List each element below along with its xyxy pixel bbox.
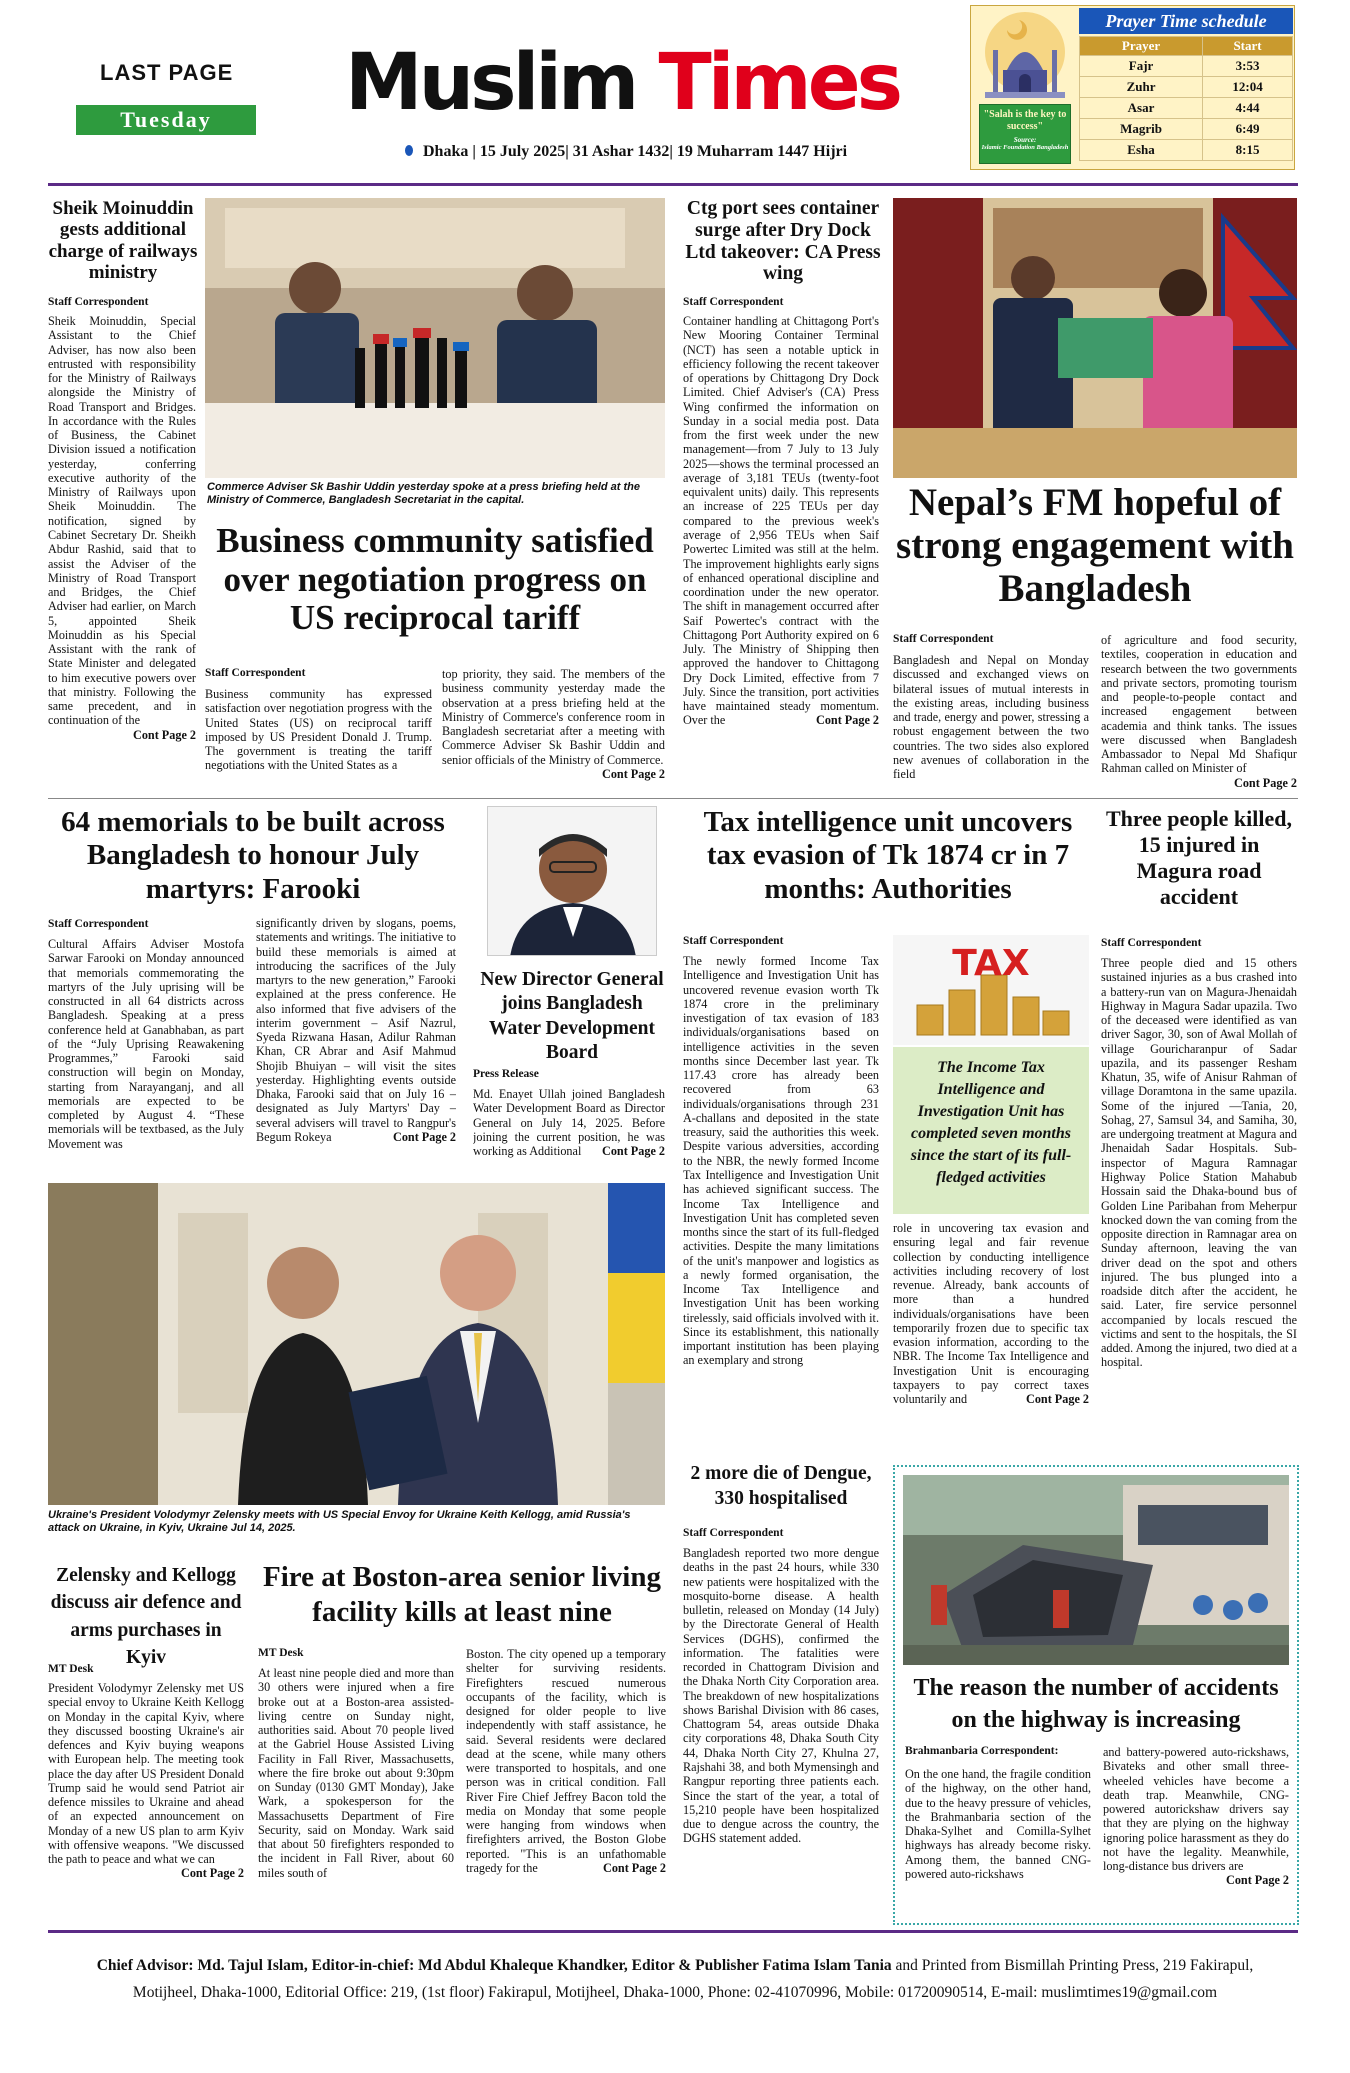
zelensky-kellogg-photo <box>48 1183 665 1505</box>
prayer-source: Islamic Foundation Bangladesh <box>981 144 1069 151</box>
prayer-col-name: Prayer <box>1080 37 1203 56</box>
tax-cont[interactable]: Cont Page 2 <box>1026 1392 1089 1407</box>
prayer-table <box>1079 36 1293 161</box>
zelensky-body <box>48 1681 244 1924</box>
memorials-body-col2 <box>256 916 456 1173</box>
memorials-cont[interactable]: Cont Page 2 <box>393 1129 456 1144</box>
prayer-col-start: Start <box>1203 37 1293 56</box>
footer-line-2: Motijheel, Dhaka-1000, Editorial Office: 219, (1st floor) Fakirapul, Motijheel, Dhaka-1000, Phone: 02-41070996, Mobile: 01720090514, E-mail: muslimtimes19@gmail.com <box>132 1984 1218 2002</box>
day-label: Tuesday <box>120 107 212 132</box>
ctg-body <box>683 314 879 792</box>
railways-text: Sheik Moinuddin, Special Assistant to the Chief Adviser, has now also been entrusted with responsibility for the Ministry of Railways alongside the Ministry of Road Transport and Bridges. In accordance with the Rules of Business, the Cabinet Division issued a notification yesterday, conferring executive authority of the Ministry of Railways upon Sheik Moinuddin. The notification, signed by Cabinet Secretary Dr. Sheikh Abdur Rashid, said that to assist the Adviser of the Ministry of Road Transport and Bridges, the Chief Adviser had earlier, on March 5, appointed Sheik Moinuddin as his Special Assistant with the rank of State Minister and delegated to him executive powers over that ministry. Following the same precedent, and in continuation of the <box>48 314 196 728</box>
day-badge <box>76 105 256 135</box>
masthead-title <box>345 38 965 128</box>
memorials-byline: Staff Correspondent <box>48 918 149 930</box>
dengue-body <box>683 1546 879 1922</box>
dateline-dot <box>405 145 413 156</box>
prayer-row <box>1080 56 1293 77</box>
memorials-headline: 64 memorials to be built across Bangladesh to honour July martyrs: Farooki <box>61 806 445 905</box>
boston-body-col1 <box>258 1666 454 1924</box>
tax-graphic-text: TAX <box>952 943 1030 984</box>
director-general-photo <box>487 806 657 956</box>
prayer-box <box>970 5 1295 170</box>
ctg-headline: Ctg port sees container surge after Dry Dock Ltd takeover: CA Press wing <box>685 198 881 285</box>
ctg-text: Container handling at Chittagong Port's New Mooring Container Terminal (NCT) has seen a notable uptick in efficiency following the recent takeover of operations by Chittagong Dry Dock Limited. Chief Adviser's (CA) Press Wing confirmed the information on Sunday in a social media post. Data from the first week under the new management—from 7 July to 13 July 2025—shows the terminal processed an average of 3,181 TEUs (twenty-foot equivalent units) daily. This represents an increase of 225 TEUs per day compared to the previous week's average of 2,956 TEUs when Saif Powertec Limited was still at the helm. The improvement highlights early signs of enhanced operational discipline and coordination under the new operator. The shift in management occurred after Saif Powertec's contract with the Chittagong Port Authority expired on 6 July. The Ministry of Shipping then approved the handover to Chittagong Dry Dock Limited, effective from 7 July. Since the transition, port activities have maintained steady momentum. Over the <box>683 314 879 728</box>
nepal-text-1: Bangladesh and Nepal on Monday discussed and exchanged views on bilateral issues of mutual interests in the existing areas, including business and trade, energy and power, stressing a robust engagement between the two countries. The two sides also explored new avenues of collaboration in the field <box>893 653 1089 782</box>
zelensky-byline: MT Desk <box>48 1663 94 1675</box>
memorials-text-1: Cultural Affairs Adviser Mostofa Sarwar Farooki on Monday announced that memorials commemorating the martyrs of the July uprising will be constructed in all 64 districts across Bangladesh. Speaking at a press conference held at Ganabhaban, as part of the “July Uprising Reawakening Programmes,” Farooki said construction will begin on Monday, starting from Narayanganj, and all memorials are expected to be completed by August 4. “These memorials will be textbased, as the July Movement was <box>48 937 244 1151</box>
tariff-text-2: top priority, they said. The members of the business community yesterday made the observation at a press briefing held at the Ministry of Commerce's conference room in Bangladesh secretariat after a meeting with Commerce Adviser Sk Bashir Uddin and senior officials of the Ministry of Commerce. <box>442 667 665 767</box>
nepal-text-2: of agriculture and food security, textiles, cooperation in education and research between the two governments and private sectors, promoting tourism and people-to-people contact and increased engagement between academia and think tanks. The issues were discussed when Bangladesh Ambassador to Nepal Md Shafiqur Rahman called on Minister of <box>1101 633 1297 776</box>
boston-body-col2 <box>466 1647 666 1924</box>
prayer-name: Esha <box>1080 140 1203 161</box>
tax-pullquote: The Income Tax Intelligence and Investigation Unit has completed seven months since the start of its full-fledged activities <box>910 1059 1072 1187</box>
prayer-source-label: Source: <box>1013 136 1037 144</box>
prayer-name: Magrib <box>1080 119 1203 140</box>
prayer-header-text: Prayer Time schedule <box>1105 11 1267 31</box>
prayer-time: 12:04 <box>1203 77 1293 98</box>
prayer-time: 4:44 <box>1203 98 1293 119</box>
prayer-header <box>1079 8 1293 34</box>
boston-byline: MT Desk <box>258 1647 304 1659</box>
magura-byline: Staff Correspondent <box>1101 937 1202 949</box>
boston-text-2: Boston. The city opened up a temporary shelter for surviving residents. Firefighters rescued numerous occupants of the facility, which is designed for older people to live independently with staff assistance, he said. Several residents were declared dead at the scene, while many others were transported to hospitals, and one person was in critical condition. Fall River Fire Chief Jeffrey Bacon told the media on Monday that some people were hanging from windows when firefighters arrived, the Boston Globe reported. "This is an unfathomable tragedy for the <box>466 1647 666 1875</box>
nepal-meeting-photo <box>893 198 1297 478</box>
railways-byline: Staff Correspondent <box>48 296 149 308</box>
boston-headline: Fire at Boston-area senior living facility kills at least nine <box>263 1561 661 1628</box>
railways-body <box>48 314 196 792</box>
nepal-cont[interactable]: Cont Page 2 <box>1234 775 1297 790</box>
water-byline: Press Release <box>473 1068 539 1080</box>
dateline-text: Dhaka | 15 July 2025| 31 Ashar 1432| 19 Muharram 1447 Hijri <box>423 143 848 160</box>
footer-line-1 <box>48 1952 1302 1979</box>
tariff-photo-caption: Commerce Adviser Sk Bashir Uddin yesterday spoke at a press briefing held at the Ministry of Commerce, Bangladesh Secretariat in the capital. <box>207 481 641 507</box>
prayer-time: 3:53 <box>1203 56 1293 77</box>
prayer-name: Fajr <box>1080 56 1203 77</box>
tariff-cont[interactable]: Cont Page 2 <box>602 766 665 781</box>
magura-text: Three people died and 15 others sustained injuries as a bus crashed into a battery-run van on Magura-Jhenaidah Highway in Magura Sadar upazila. Two of the deceased were identified as van driver Sagor, 30, son of Awal Mollah of village Gouricharanpur of Sadar upazila, and its passenger Resham Khatun, 35, wife of Anisur Rahman of village Doramtona in the same upazila. Some of the injured —Tania, 20, Sohag, 27, Samsul 34, and Samiha, 30, are undergoing treatment at Magura and Jhenaidah Sadar Hospitals. Sub-inspector of Magura Ramnagar Highway Police Station Mahabub Hossain said the Dhaka-bound bus of Golden Line Paribahan from Meherpur knocked down the van coming from the opposite direction in Ramnagar area on Sunday afternoon, leaving the van driver dead on the spot and others injured. The bus plunged into a roadside ditch after the accident, he said. Later, fire service personnel accompanied by locals rescued the victims and sent to the hospitals, the SI added. Among the injured, two died at a hospital. <box>1101 956 1297 1370</box>
accidents-text-2: and battery-powered auto-rickshaws, Bivateks and other small three-wheeled vehicles have become a death trap. Meanwhile, CNG-powered autorickshaw drivers say that they are plying on the highway ignoring police harassment as they do not have the legality. Meanwhile, long-distance bus drivers are <box>1103 1745 1289 1874</box>
footer-printer: and Printed from Bismillah Printing Press, 219 Fakirapul, <box>891 1957 1254 1974</box>
nepal-body-col1 <box>893 653 1089 793</box>
prayer-name: Asar <box>1080 98 1203 119</box>
accidents-body-col1 <box>905 1767 1091 1917</box>
tariff-body-col2 <box>442 667 665 793</box>
dengue-text: Bangladesh reported two more dengue deaths in the past 24 hours, while 330 new patients were hospitalized with the mosquito-borne disease. A health bulletin, released on Monday (14 July) by the Directorate General of Health Services (DGHS), confirmed the information. The fatalities were recorded in Chattogram Division and the Dhaka North City Corporation area. The breakdown of new hospitalizations shows Barishal Division with 86 cases, Chattogram 54, areas outside Dhaka city corporations 48, Dhaka South City 44, Dhaka North City 27, Khulna 27, Rajshahi 38, and both Mymensingh and Rangpur reporting three patients each. Since the start of the year, a total of 15,210 people have been hospitalized due to dengue across the country, the DGHS statement added. <box>683 1546 879 1846</box>
tariff-byline: Staff Correspondent <box>205 667 306 679</box>
nepal-byline: Staff Correspondent <box>893 633 994 645</box>
tariff-text-1: Business community has expressed satisfaction over negotiation progress with the United States (US) on reciprocal tariff imposed by US President Donald J. Trump. The government is treating the tariff negotiations with the United States as a <box>205 687 432 773</box>
water-text: Md. Enayet Ullah joined Bangladesh Water Development Board as Director General on July 14, 2025. Before joining the current position, he was working as Additional <box>473 1087 665 1159</box>
zelensky-text: President Volodymyr Zelensky met US special envoy to Ukraine Keith Kellogg on Monday in the capital Kyiv, where they discussed boosting Ukraine's air defences and Kyiv buying weapons with European help. The meeting took place the day after US President Donald Trump said he would send Patriot air defence missiles to Ukraine and ahead of an expected announcement on Monday of a new US plan to arm Kyiv with offensive weapons. "We discussed the path to peace and what we can <box>48 1681 244 1867</box>
water-body <box>473 1087 665 1173</box>
prayer-row <box>1080 119 1293 140</box>
tariff-body-col1 <box>205 687 432 793</box>
boston-text-1: At least nine people died and more than 30 others were injured when a fire broke out at a Boston-area assisted-living centre on Sunday night, authorities said. About 70 people lived at the Gabriel House Assisted Living Facility in Fall River, Massachusetts, where the fire broke out about 9:30pm on Sunday (0130 GMT Monday), Jake Wark, a spokesperson for the Massachusetts Department of Fire Security, said on Monday. Wark said that about 50 firefighters responded to the incident in Fall River, about 60 miles south of <box>258 1666 454 1880</box>
water-headline: New Director General joins Bangladesh Water Development Board <box>480 969 664 1064</box>
accidents-text-1: On the one hand, the fragile condition of the highway, on the other hand, due to the heavy pressure of vehicles, the Brahmanbaria section of the Dhaka-Sylhet and Comilla-Sylhet highways has already become risky. Among them, the banned CNG-powered auto-rickshaws <box>905 1767 1091 1881</box>
magura-body <box>1101 956 1297 1449</box>
memorials-body-col1 <box>48 937 244 1173</box>
tax-pullquote-box <box>893 1047 1089 1214</box>
section-rule <box>48 798 1298 799</box>
accidents-body-col2 <box>1103 1745 1289 1917</box>
railways-cont[interactable]: Cont Page 2 <box>133 727 196 742</box>
dateline <box>405 143 925 161</box>
press-briefing-photo <box>205 198 665 478</box>
tax-body-col1 <box>683 954 879 1449</box>
dengue-byline: Staff Correspondent <box>683 1527 784 1539</box>
ctg-cont[interactable]: Cont Page 2 <box>816 713 879 728</box>
footer-editors: Chief Advisor: Md. Tajul Islam, Editor-in-chief: Md Abdul Khaleque Khandker, Editor & Publisher Fatima Islam Tania <box>96 1957 892 1974</box>
prayer-row <box>1080 77 1293 98</box>
accidents-cont[interactable]: Cont Page 2 <box>1226 1873 1289 1888</box>
tax-body-col2 <box>893 1221 1089 1449</box>
footer-imprint <box>48 1952 1302 2006</box>
tax-text-1: The newly formed Income Tax Intelligence and Investigation Unit has uncovered revenue evasion worth Tk 1874 crore in the preliminary investigation of tax evasion of 183 individuals/organisations based on intelligence activities in the seven months since December last year. Tk 117.43 crore has already been recovered from 63 individuals/organisations through 231 A-challans and deposited in the state treasury, said the authorities this week. Despite various adversities, according to the NBR, the newly formed Income Tax Intelligence and Investigation Unit has achieved significant success. The Income Tax Intelligence and Investigation Unit has completed seven months since the start of its full-fledged activities. Despite the many limitations of the unit's manpower and logistics as a newly formed organisation, the Income Tax Intelligence and Investigation Unit has been working tirelessly, said officials involved with it. Since its establishment, this nationally important institution has been playing an exemplary and strong <box>683 954 879 1368</box>
prayer-row <box>1080 140 1293 161</box>
magura-headline: Three people killed, 15 injured in Magura road accident <box>1106 806 1292 909</box>
prayer-quote-box <box>979 104 1071 164</box>
prayer-time: 6:49 <box>1203 119 1293 140</box>
accidents-headline: The reason the number of accidents on the highway is increasing <box>913 1675 1279 1734</box>
ukraine-photo-caption: Ukraine's President Volodymyr Zelensky meets with US Special Envoy for Ukraine Keith Kellogg, amid Russia's attack on Ukraine, in Kyiv, Ukraine Jul 14, 2025. <box>48 1509 631 1535</box>
last-page-label: LAST PAGE <box>100 60 234 85</box>
accidents-byline: Brahmanbaria Correspondent: <box>905 1745 1059 1757</box>
ctg-byline: Staff Correspondent <box>683 296 784 308</box>
tariff-headline: Business community satisfied over negotiation progress on US reciprocal tariff <box>216 521 654 637</box>
tax-headline: Tax intelligence unit uncovers tax evasion of Tk 1874 cr in 7 months: Authorities <box>703 806 1073 905</box>
title-muslim: Muslim <box>345 38 636 128</box>
nepal-headline: Nepal’s FM hopeful of strong engagement with Bangladesh <box>896 481 1294 610</box>
zelensky-headline: Zelensky and Kellogg discuss air defence and arms purchases in Kyiv <box>50 1565 242 1668</box>
crash-photo <box>903 1475 1289 1665</box>
dengue-headline: 2 more die of Dengue, 330 hospitalised <box>690 1463 872 1510</box>
nepal-body-col2 <box>1101 633 1297 793</box>
mosque-illustration <box>979 12 1071 102</box>
prayer-name: Zuhr <box>1080 77 1203 98</box>
water-cont[interactable]: Cont Page 2 <box>602 1144 665 1159</box>
prayer-row <box>1080 98 1293 119</box>
boston-cont[interactable]: Cont Page 2 <box>603 1860 666 1875</box>
title-times: Times <box>658 38 900 128</box>
prayer-time: 8:15 <box>1203 140 1293 161</box>
prayer-quote: "Salah is the key to success" <box>983 109 1067 132</box>
memorials-text-2: significantly driven by slogans, poems, statements and writings. The initiative to build these memorials is aimed at introducing the sacrifices of the July martyrs to the new generation,” Farooki explained at the press conference. He also informed that five advisers of the interim government – Asif Nazrul, Syeda Rizwana Hasan, Adilur Rahman Khan, CR Abrar and Asif Mahmud Shojib Bhuiyan – will visit the sites yesterday. Highlighting events outside Dhaka, Farooki said that on July 16 – designated as July Martyrs' Day – several advisers will travel to Rangpur's Begum Rokeya <box>256 916 456 1144</box>
tax-graphic <box>893 935 1089 1045</box>
railways-headline: Sheik Moinuddin gests additional charge of railways ministry <box>48 198 198 283</box>
tax-text-2: role in uncovering tax evasion and ensuring legal and fair revenue collection by conducting intelligence activities including recovery of lost revenue. Already, bank accounts of more than a hundred individuals/organisations have been temporarily frozen due to specific tax evasion information, according to the NBR. The Income Tax Intelligence and Investigation Unit is encouraging taxpayers to pay correct taxes voluntarily and <box>893 1221 1089 1407</box>
tax-byline: Staff Correspondent <box>683 935 784 947</box>
masthead-rule <box>48 183 1298 186</box>
footer-rule <box>48 1930 1298 1933</box>
zelensky-cont[interactable]: Cont Page 2 <box>181 1866 244 1881</box>
